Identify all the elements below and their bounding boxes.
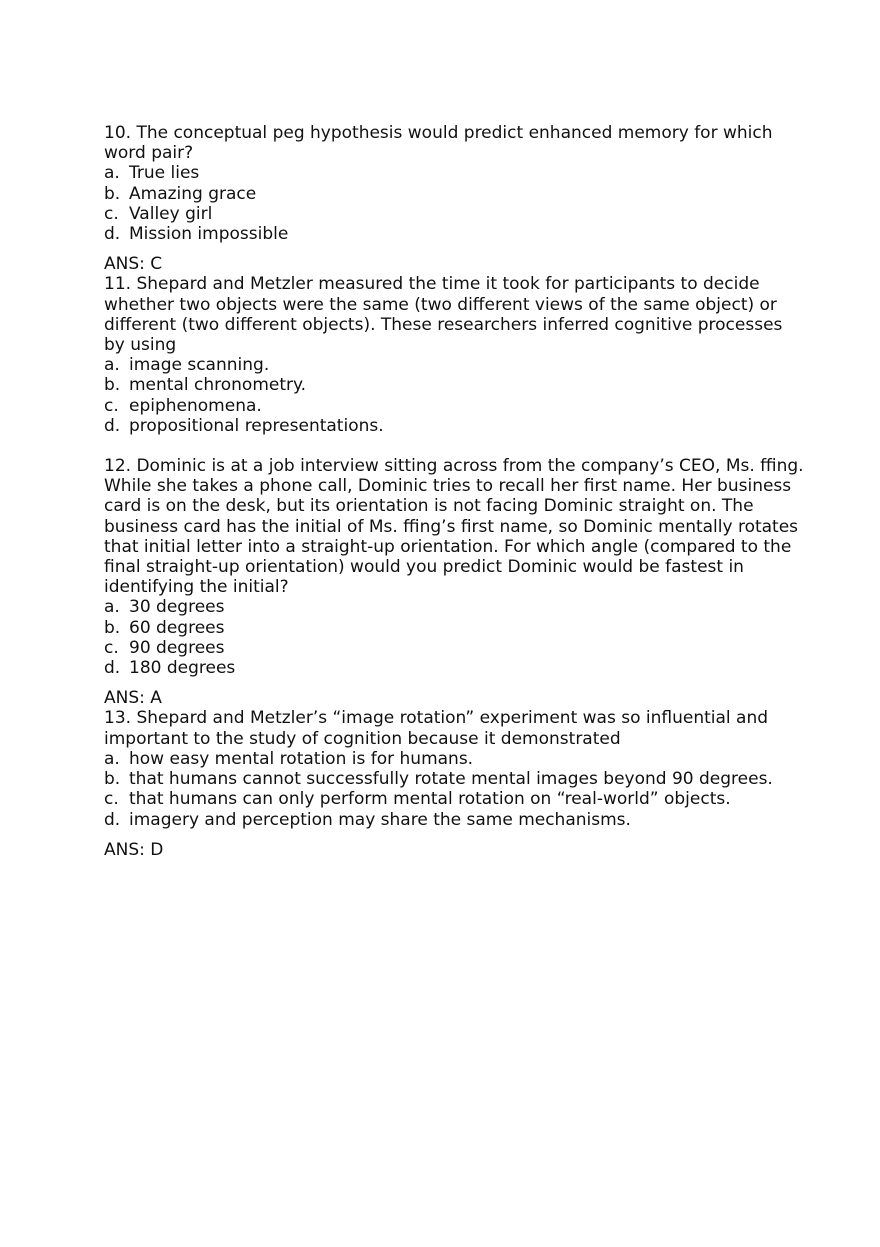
option-list	[104, 749, 804, 830]
option-d	[104, 810, 804, 830]
option-letter: a.	[104, 597, 120, 618]
option-text: Mission impossible	[129, 224, 289, 245]
option-text: 30 degrees	[129, 597, 225, 618]
option-letter: c.	[104, 789, 119, 810]
option-letter: d.	[104, 658, 121, 679]
option-text: True lies	[129, 163, 200, 184]
option-letter: a.	[104, 748, 120, 769]
question-text: 12. Dominic is at a job interview sitting across from the company’s CEO, Ms. ffing. While she takes a phone call, Dominic tries to recall her first name. Her business card is on the desk, but its orientation is not facing Dominic straight on. The business card has the initial of Ms. ffing’s first name, so Dominic mentally rotates that initial letter into a straight-up orientation. For which angle (compared to the final straight-up orientation) would you predict Dominic would be fastest in identifying the initial?	[104, 456, 804, 598]
option-letter: d.	[104, 809, 121, 830]
question-text: 13. Shepard and Metzler’s “image rotation” experiment was so influential and important to the study of cognition because it demonstrated	[104, 708, 769, 749]
option-letter: b.	[104, 375, 121, 396]
option-d	[104, 416, 804, 436]
answer-key: ANS: C	[104, 254, 163, 275]
option-b	[104, 184, 804, 204]
option-c	[104, 789, 804, 809]
option-letter: b.	[104, 617, 121, 638]
option-list	[104, 597, 804, 678]
option-letter: d.	[104, 224, 121, 245]
option-list	[104, 163, 804, 244]
option-letter: a.	[104, 163, 120, 184]
option-text: Amazing grace	[129, 183, 257, 204]
option-text: epiphenomena.	[129, 395, 262, 416]
option-letter: c.	[104, 637, 119, 658]
option-letter: c.	[104, 395, 119, 416]
option-b	[104, 618, 804, 638]
option-text: 180 degrees	[129, 658, 236, 679]
option-c	[104, 396, 804, 416]
question-11	[104, 274, 804, 436]
option-text: 90 degrees	[129, 637, 225, 658]
answer-key: ANS: D	[104, 839, 164, 860]
option-b	[104, 769, 804, 789]
document-page	[104, 123, 804, 860]
option-letter: a.	[104, 355, 120, 376]
option-letter: b.	[104, 769, 121, 790]
option-c	[104, 204, 804, 224]
option-text: mental chronometry.	[129, 375, 307, 396]
question-text: 11. Shepard and Metzler measured the time it took for participants to decide whether two objects were the same (two different views of the same object) or different (two different objects). These researchers inferred cognitive processes by using	[104, 274, 783, 356]
option-a	[104, 163, 804, 183]
question-12	[104, 456, 804, 708]
option-text: that humans cannot successfully rotate mental images beyond 90 degrees.	[129, 769, 773, 790]
question-13	[104, 708, 804, 859]
option-c	[104, 638, 804, 658]
option-d	[104, 658, 804, 678]
option-text: image scanning.	[129, 355, 270, 376]
option-b	[104, 375, 804, 395]
option-text: how easy mental rotation is for humans.	[129, 748, 474, 769]
option-a	[104, 597, 804, 617]
option-d	[104, 224, 804, 244]
option-letter: b.	[104, 183, 121, 204]
option-letter: d.	[104, 415, 121, 436]
option-a	[104, 749, 804, 769]
option-a	[104, 355, 804, 375]
question-10	[104, 123, 804, 274]
answer-key: ANS: A	[104, 688, 162, 709]
option-text: 60 degrees	[129, 617, 225, 638]
question-text: 10. The conceptual peg hypothesis would predict enhanced memory for which word pair?	[104, 123, 773, 164]
option-text: propositional representations.	[129, 415, 384, 436]
option-text: imagery and perception may share the same mechanisms.	[129, 809, 631, 830]
option-text: that humans can only perform mental rotation on “real-world” objects.	[129, 789, 731, 810]
option-list	[104, 355, 804, 436]
option-letter: c.	[104, 203, 119, 224]
option-text: Valley girl	[129, 203, 213, 224]
